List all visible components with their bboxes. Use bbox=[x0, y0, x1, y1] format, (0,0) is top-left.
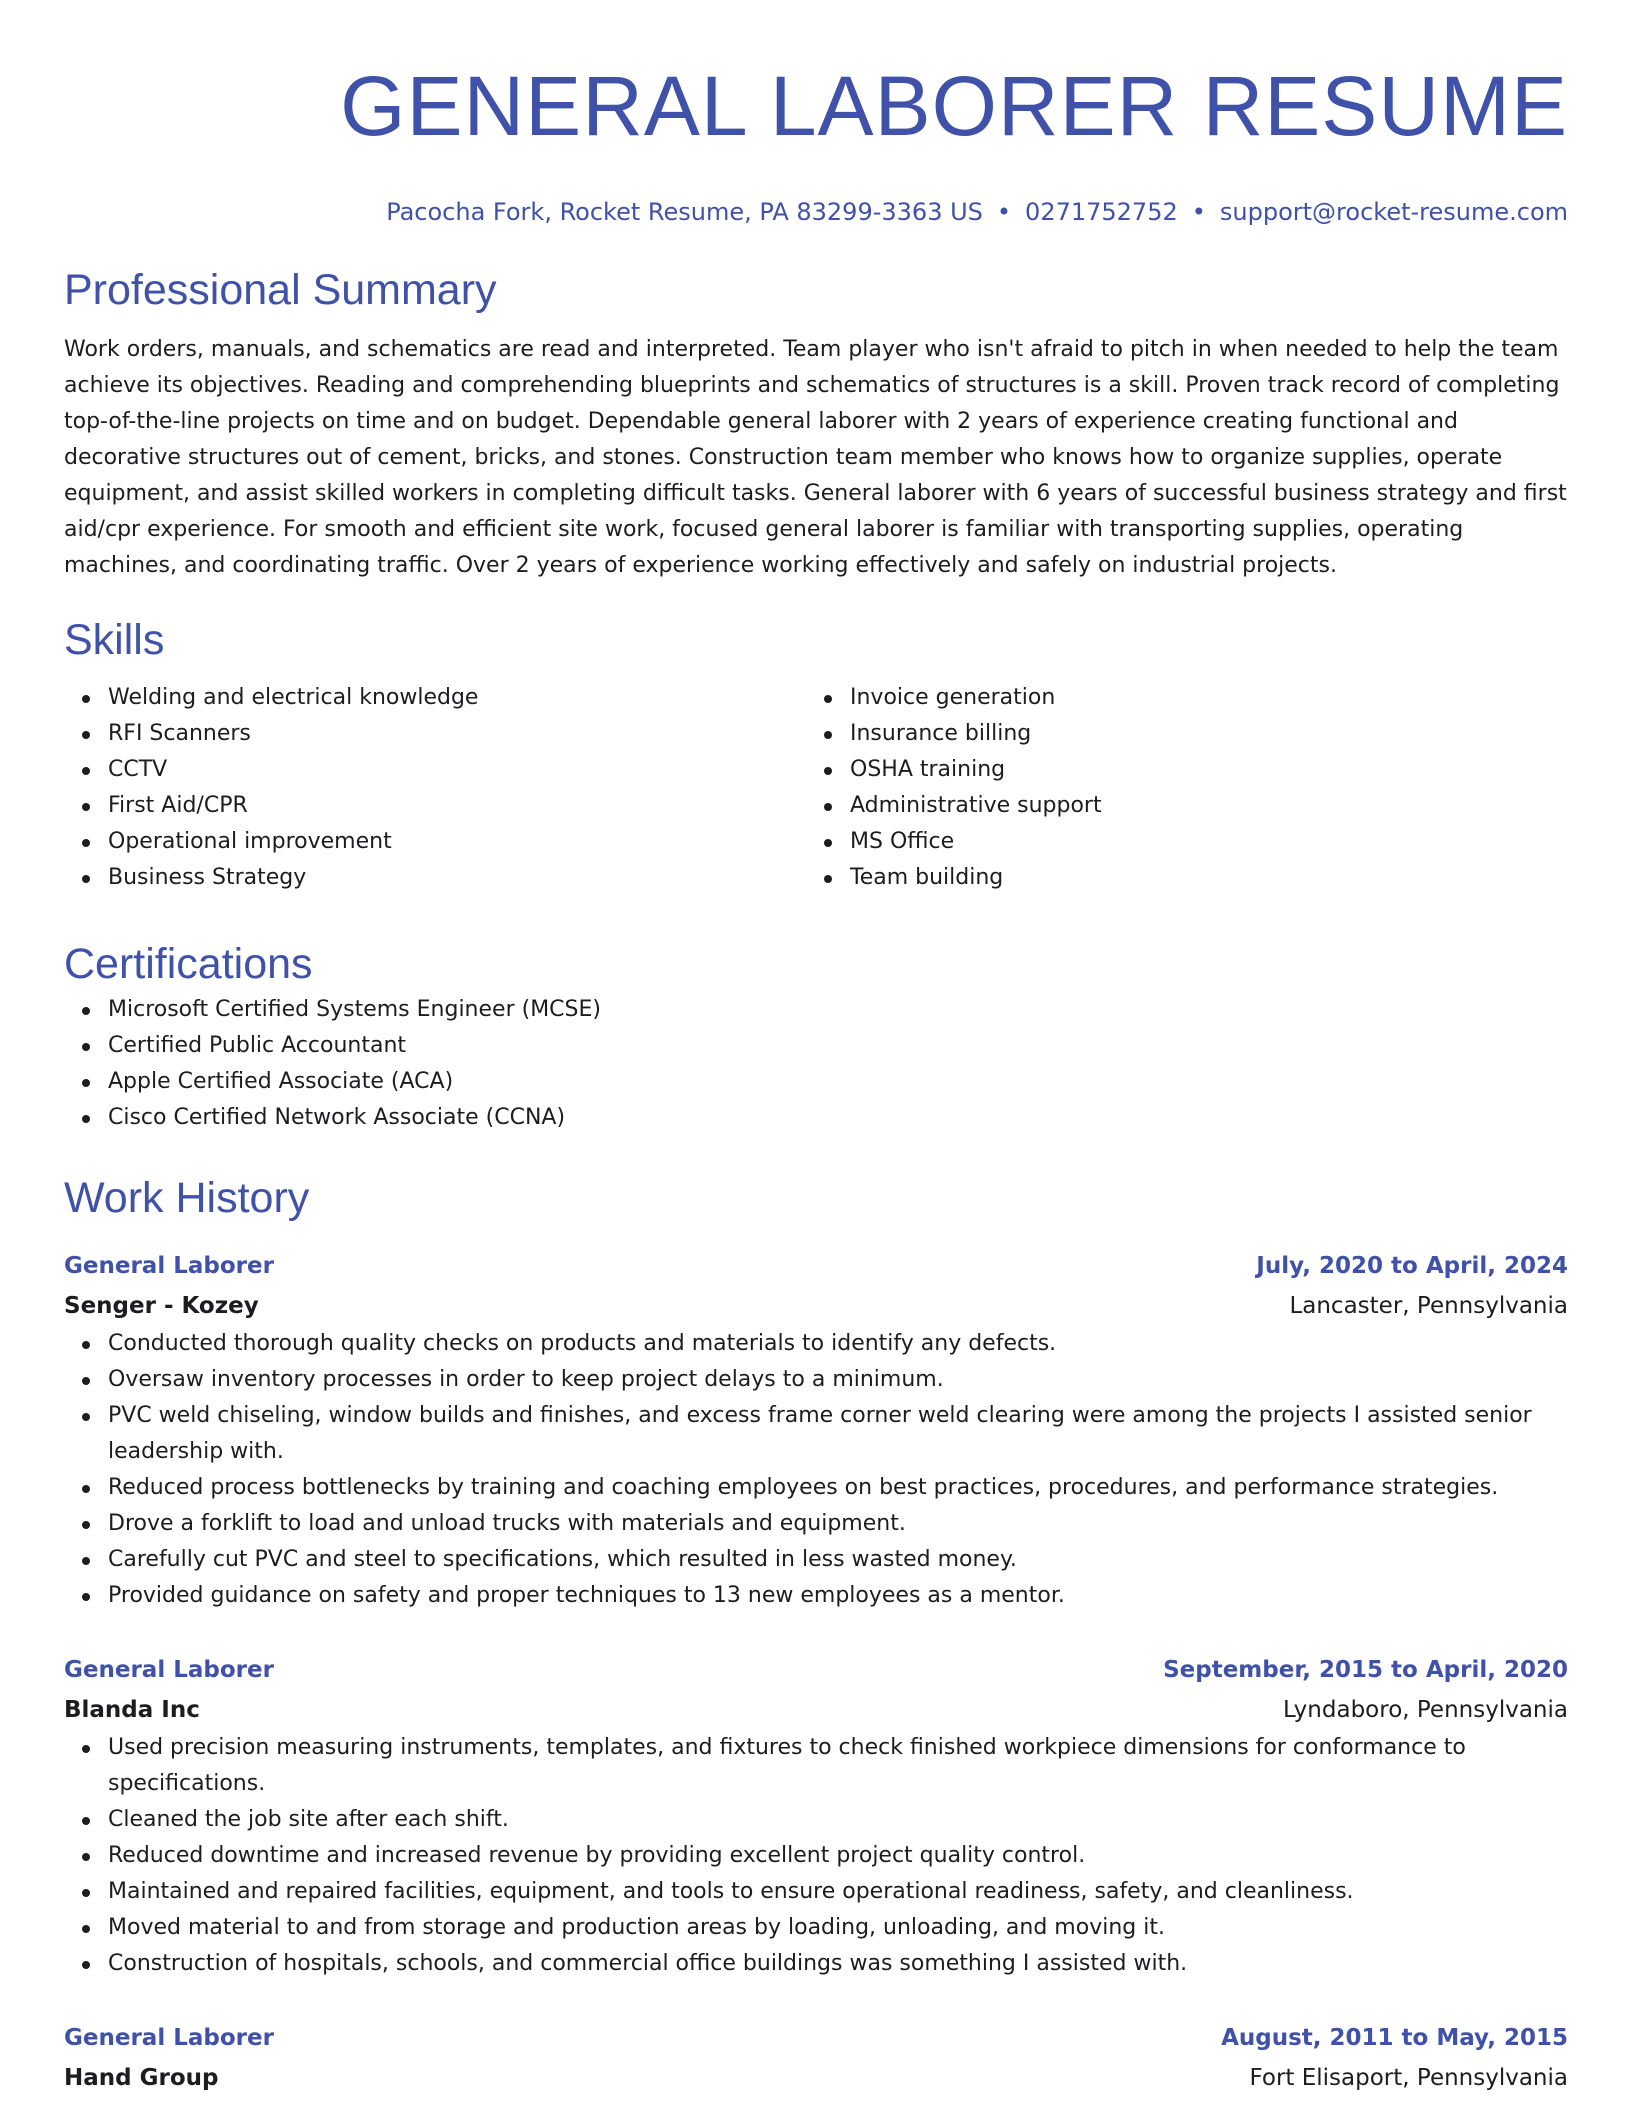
skills-list-left bbox=[64, 680, 806, 896]
skills-list-right bbox=[806, 680, 1548, 896]
contact-email: support@rocket-resume.com bbox=[1219, 198, 1568, 226]
skills-column-left bbox=[64, 680, 806, 896]
job-bullets bbox=[64, 1730, 1568, 1982]
job-header-row bbox=[64, 1246, 1568, 1286]
job-company: Blanda Inc bbox=[64, 1697, 200, 1723]
skill-item: First Aid/CPR bbox=[108, 788, 806, 824]
certification-item: Cisco Certified Network Associate (CCNA) bbox=[108, 1100, 1568, 1136]
job-bullet: Carefully cut PVC and steel to specifications, which resulted in less wasted money. bbox=[108, 1542, 1568, 1578]
job-company: Hand Group bbox=[64, 2065, 219, 2091]
skills-section bbox=[64, 612, 1568, 896]
skill-item: MS Office bbox=[850, 824, 1548, 860]
skill-item: Invoice generation bbox=[850, 680, 1548, 716]
job-bullet: Reduced process bottlenecks by training and coaching employees on best practices, procedures, and performance strategies. bbox=[108, 1470, 1568, 1506]
job-location: Fort Elisaport, Pennsylvania bbox=[1249, 2065, 1568, 2091]
job-location: Lancaster, Pennsylvania bbox=[1289, 1293, 1568, 1319]
job-bullet: Construction of hospitals, schools, and commercial office buildings was something I assisted with. bbox=[108, 1946, 1568, 1982]
summary-section bbox=[64, 262, 1568, 584]
job-bullet: PVC weld chiseling, window builds and finishes, and excess frame corner weld clearing were among the projects I assisted senior leadership with. bbox=[108, 1398, 1568, 1470]
certification-item: Microsoft Certified Systems Engineer (MCSE) bbox=[108, 992, 1568, 1028]
certification-item: Apple Certified Associate (ACA) bbox=[108, 1064, 1568, 1100]
work-history-heading: Work History bbox=[64, 1174, 310, 1222]
job-title: General Laborer bbox=[64, 2025, 274, 2051]
skill-item: Team building bbox=[850, 860, 1548, 896]
job-location: Lyndaboro, Pennsylvania bbox=[1282, 1697, 1568, 1723]
certifications-heading: Certifications bbox=[64, 940, 313, 988]
certifications-list bbox=[64, 992, 1568, 1136]
job-bullet: Cleaned the job site after each shift. bbox=[108, 1802, 1568, 1838]
job-dates: August, 2011 to May, 2015 bbox=[1221, 2025, 1568, 2051]
certification-item: Certified Public Accountant bbox=[108, 1028, 1568, 1064]
job-bullet: Conducted thorough quality checks on products and materials to identify any defects. bbox=[108, 1326, 1568, 1362]
skill-item: CCTV bbox=[108, 752, 806, 788]
job-bullet: Moved material to and from storage and production areas by loading, unloading, and moving it. bbox=[108, 1910, 1568, 1946]
summary-text: Work orders, manuals, and schematics are read and interpreted. Team player who isn't afraid to pitch in when needed to help the team achieve its objectives. Reading and comprehending blueprints and schematics of structures is a skill. Proven track record of completing top-of-the-line projects on time and on budget. Dependable general laborer with 2 years of experience creating functional and decorative structures out of cement, bricks, and stones. Construction team member who knows how to organize supplies, operate equipment, and assist skilled workers in completing difficult tasks. General laborer with 6 years of successful business strategy and first aid/cpr experience. For smooth and efficient site work, focused general laborer is familiar with transporting supplies, operating machines, and coordinating traffic. Over 2 years of experience working effectively and safely on industrial projects. bbox=[64, 337, 1567, 578]
job-title: General Laborer bbox=[64, 1253, 274, 1279]
resume-title: GENERAL LABORER RESUME bbox=[340, 59, 1568, 153]
certifications-section bbox=[64, 936, 1568, 1136]
job-company-row bbox=[64, 1286, 1568, 1326]
job-bullet: Used precision measuring instruments, templates, and fixtures to check finished workpiece dimensions for conformance to specifications. bbox=[108, 1730, 1568, 1802]
skills-heading: Skills bbox=[64, 616, 165, 664]
skill-item: Administrative support bbox=[850, 788, 1548, 824]
job-company: Senger - Kozey bbox=[64, 1293, 259, 1319]
skills-column-right bbox=[806, 680, 1548, 896]
contact-separator: • bbox=[996, 198, 1012, 226]
job-entry bbox=[64, 1246, 1568, 1614]
skill-item: Operational improvement bbox=[108, 824, 806, 860]
job-entry bbox=[64, 2018, 1568, 2098]
contact-line bbox=[64, 196, 1568, 228]
skill-item: RFI Scanners bbox=[108, 716, 806, 752]
contact-address: Pacocha Fork, Rocket Resume, PA 83299-3363 US bbox=[386, 198, 983, 226]
contact-phone: 0271752752 bbox=[1025, 198, 1178, 226]
job-company-row bbox=[64, 1690, 1568, 1730]
job-header-row bbox=[64, 2018, 1568, 2058]
job-entry bbox=[64, 1650, 1568, 1982]
job-bullet: Provided guidance on safety and proper techniques to 13 new employees as a mentor. bbox=[108, 1578, 1568, 1614]
job-bullet: Oversaw inventory processes in order to keep project delays to a minimum. bbox=[108, 1362, 1568, 1398]
job-company-row bbox=[64, 2058, 1568, 2098]
job-bullet: Reduced downtime and increased revenue by providing excellent project quality control. bbox=[108, 1838, 1568, 1874]
skill-item: Welding and electrical knowledge bbox=[108, 680, 806, 716]
work-history-section bbox=[64, 1170, 1568, 2098]
skill-item: Business Strategy bbox=[108, 860, 806, 896]
job-dates: July, 2020 to April, 2024 bbox=[1256, 1253, 1568, 1279]
skills-grid bbox=[64, 680, 1568, 896]
job-dates: September, 2015 to April, 2020 bbox=[1163, 1657, 1568, 1683]
skill-item: Insurance billing bbox=[850, 716, 1548, 752]
job-bullet: Maintained and repaired facilities, equipment, and tools to ensure operational readiness, safety, and cleanliness. bbox=[108, 1874, 1568, 1910]
skill-item: OSHA training bbox=[850, 752, 1548, 788]
job-title: General Laborer bbox=[64, 1657, 274, 1683]
job-bullet: Drove a forklift to load and unload trucks with materials and equipment. bbox=[108, 1506, 1568, 1542]
summary-heading: Professional Summary bbox=[64, 266, 497, 314]
contact-separator: • bbox=[1191, 198, 1206, 226]
job-bullets bbox=[64, 1326, 1568, 1614]
job-header-row bbox=[64, 1650, 1568, 1690]
